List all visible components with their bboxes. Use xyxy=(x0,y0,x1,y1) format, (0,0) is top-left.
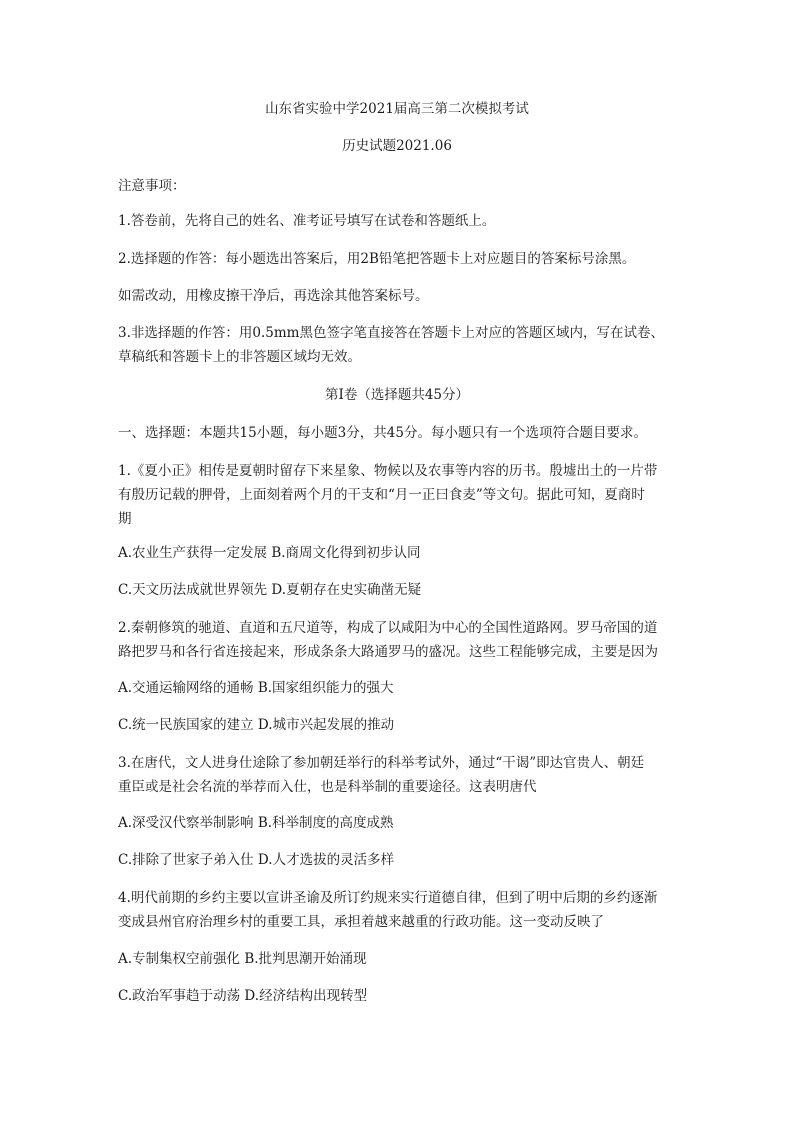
question-option-line: A.农业生产获得一定发展 B.商周文化得到初步认同 xyxy=(118,545,421,561)
notice-item: 2.选择题的作答：每小题选出答案后，用2B铅笔把答题卡上对应题目的答案标号涂黑。 xyxy=(118,251,636,267)
question-stem-line: 重臣或是社会名流的举荐而入仕，也是科举制的重要途径。这表明唐代 xyxy=(118,779,537,795)
question-stem-line: 路把罗马和各行省连接起来，形成条条大路通罗马的盛况。这些工程能够完成，主要是因为 xyxy=(118,644,658,660)
question-option-line: C.天文历法成就世界领先 D.夏朝存在史实确凿无疑 xyxy=(118,582,422,598)
question-stem-line: 1.《夏小正》相传是夏朝时留存下来星象、物候以及农事等内容的历书。殷墟出土的一片带 xyxy=(118,463,658,479)
question-option-line: A.深受汉代察举制影响 B.科举制度的高度成熟 xyxy=(118,815,394,831)
question-stem-line: 2.秦朝修筑的驰道、直道和五尺道等，构成了以咸阳为中心的全国性道路网。罗马帝国的道 xyxy=(118,620,658,636)
notice-heading: 注意事项： xyxy=(118,178,186,194)
section-instruction: 一、选择题：本题共15小题，每小题3分，共45分。每小题只有一个选项符合题目要求。 xyxy=(118,425,647,441)
exam-subtitle: 历史试题2021.06 xyxy=(342,138,452,154)
exam-title: 山东省实验中学2021届高三第二次模拟考试 xyxy=(265,101,529,117)
question-stem-line: 3.在唐代，文人进身仕途除了参加朝廷举行的科举考试外，通过“干谒”即达官贵人、朝廷 xyxy=(118,755,645,771)
notice-item: 草稿纸和答题卡上的非答题区域均无效。 xyxy=(118,349,361,365)
notice-item: 3.非选择题的作答：用0.5mm黑色签字笔直接答在答题卡上对应的答题区域内，写在试卷、 xyxy=(118,325,664,341)
question-option-line: A.交通运输网络的通畅 B.国家组织能力的强大 xyxy=(118,680,394,696)
question-option-line: A.专制集权空前强化 B.批判思潮开始涌现 xyxy=(118,951,367,967)
question-stem-line: 期 xyxy=(118,511,132,527)
question-stem-line: 变成县州官府治理乡村的重要工具，承担着越来越重的行政功能。这一变动反映了 xyxy=(118,914,604,930)
question-option-line: C.统一民族国家的建立 D.城市兴起发展的推动 xyxy=(118,717,395,733)
question-stem-line: 4.明代前期的乡约主要以宣讲圣谕及所订约规来实行道德自律，但到了明中后期的乡约逐渐 xyxy=(118,890,658,906)
question-stem-line: 有殷历记载的胛骨，上面刻着两个月的干支和“月一正曰食麦”等文句。据此可知，夏商时 xyxy=(118,487,645,503)
question-option-line: C.政治军事趋于动荡 D.经济结构出现转型 xyxy=(118,988,368,1004)
section-title: 第I卷（选择题共45分） xyxy=(324,387,469,403)
question-option-line: C.排除了世家子弟入仕 D.人才选拔的灵活多样 xyxy=(118,852,395,868)
notice-item: 1.答卷前，先将自己的姓名、准考证号填写在试卷和答题纸上。 xyxy=(118,213,496,229)
notice-item: 如需改动，用橡皮擦干净后，再选涂其他答案标号。 xyxy=(118,288,429,304)
